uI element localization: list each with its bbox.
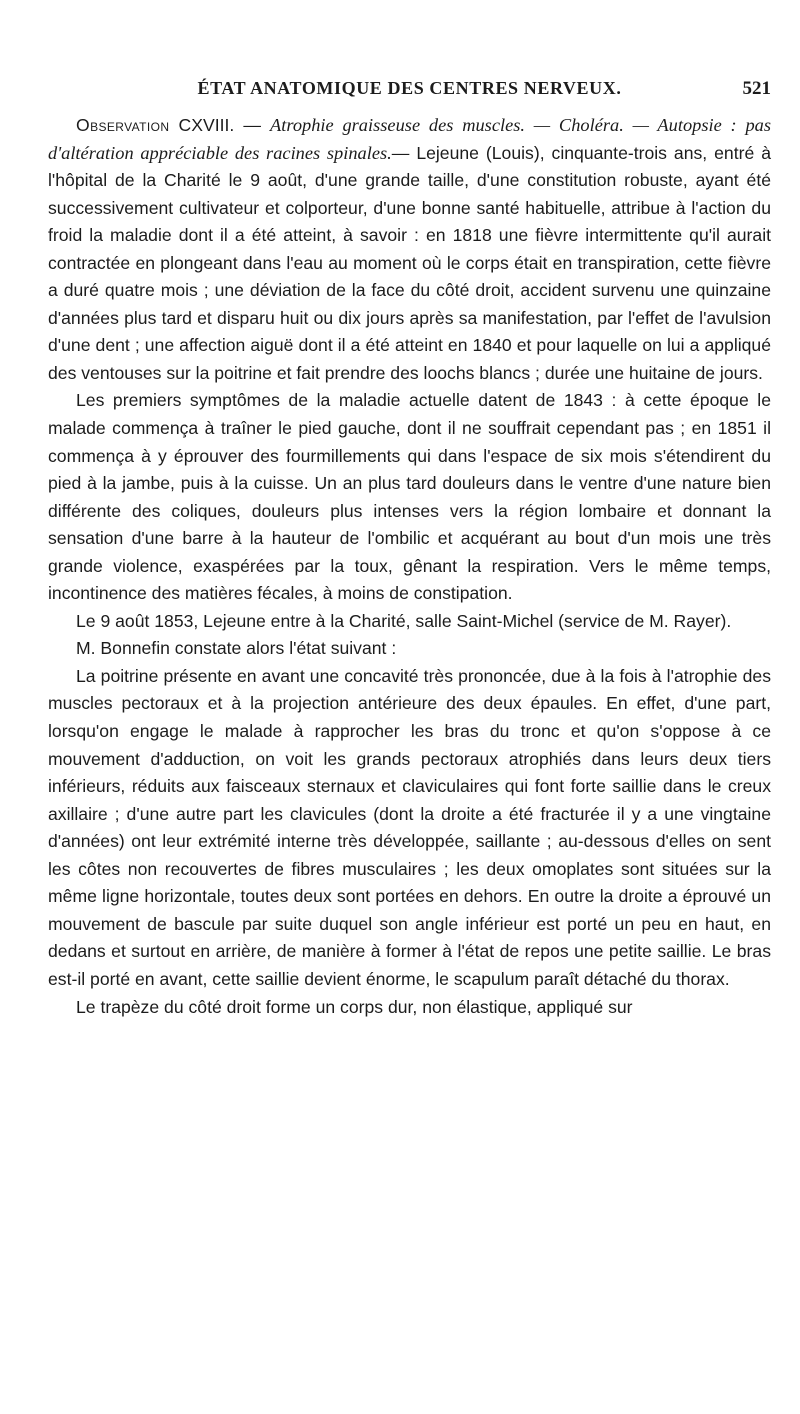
observation-title: Atrophie graisseuse des muscles. — Choléra. — Autopsie : pas d'altération appréciable des racines spinales. [48,115,771,163]
running-title: ÉTAT ANATOMIQUE DES CENTRES NERVEUX. [197,78,622,98]
paragraph-symptoms: Les premiers symptômes de la maladie actuelle datent de 1843 : à cette époque le malade commença à traîner le pied gauche, dont il ne souffrait cependant pas ; en 1851 il commença à y éprouver des fourmillements qui dans l'espace de six mois s'étendirent du pied à la jambe, puis à la cuisse. Un an plus tard douleurs dans le ventre d'une nature bien différente des coliques, douleurs plus intenses vers la région lombaire et donnant la sensation d'une barre à la hauteur de l'ombilic et acquérant au bout d'un mois une très grande violence, exaspérées par la toux, gênant la respiration. Vers le même temps, incontinence des matières fécales, à moins de constipation. [48,390,771,604]
paragraph-admission: Le 9 août 1853, Lejeune entre à la Charité, salle Saint-Michel (service de M. Rayer). [76,610,732,631]
body-text [48,112,771,1021]
observation-lead-text: — Lejeune (Louis), cinquante-trois ans, entré à l'hôpital de la Charité le 9 août, d'une grande taille, d'une constitution robuste, ayant été successivement cultivateur et colporteur, d'une bonne santé habituelle, attribue à l'action du froid la maladie dont il a été atteint, à savoir : en 1818 une fièvre intermittente qu'il aurait contractée en plongeant dans l'eau au moment où le corps était en transpiration, cette fièvre a duré quatre mois ; une déviation de la face du côté droit, accident survenu une quinzaine d'années plus tard et disparu huit ou dix jours après sa manifestation, par l'effet de l'avulsion d'une dent ; une affection aiguë dont il a été atteint en 1840 et pour laquelle on lui a appliqué des ventouses sur la poitrine et fait prendre des loochs blancs ; durée une huitaine de jours. [48,142,771,383]
paragraph-trapezius: Le trapèze du côté droit forme un corps dur, non élastique, appliqué sur [76,996,633,1017]
book-page [48,78,771,1021]
paragraph-examination-intro: M. Bonnefin constate alors l'état suivant : [76,638,397,659]
observation-label: Observation [76,115,170,135]
running-head [48,78,771,108]
observation-number: CXVIII. — [178,115,261,135]
page-number: 521 [742,78,771,99]
paragraph-chest: La poitrine présente en avant une concavité très prononcée, due à la fois à l'atrophie des muscles pectoraux et à la projection antérieure des deux épaules. En effet, d'une part, lorsqu'on engage le malade à rapprocher les bras du tronc et qu'on s'oppose à ce mouvement d'adduction, on voit les grands pectoraux atrophiés dans leurs deux tiers inférieurs, réduits aux faisceaux sternaux et claviculaires qui font forte saillie dans le creux axillaire ; d'une autre part les clavicules (dont la droite a été fracturée il y a une vingtaine d'années) ont leur extrémité interne très développée, saillante ; au-dessous d'elles on sent les côtes non recouvertes de fibres musculaires ; les deux omoplates sont situées sur la même ligne horizontale, toutes deux sont portées en dehors. En outre la droite a éprouvé un mouvement de bascule par suite duquel son angle inférieur est porté un peu en haut, en dedans et surtout en arrière, de manière à former à l'état de repos une petite saillie. Le bras est-il porté en avant, cette saillie devient énorme, le scapulum paraît détaché du thorax. [48,665,771,989]
observation-paragraph [48,112,771,387]
